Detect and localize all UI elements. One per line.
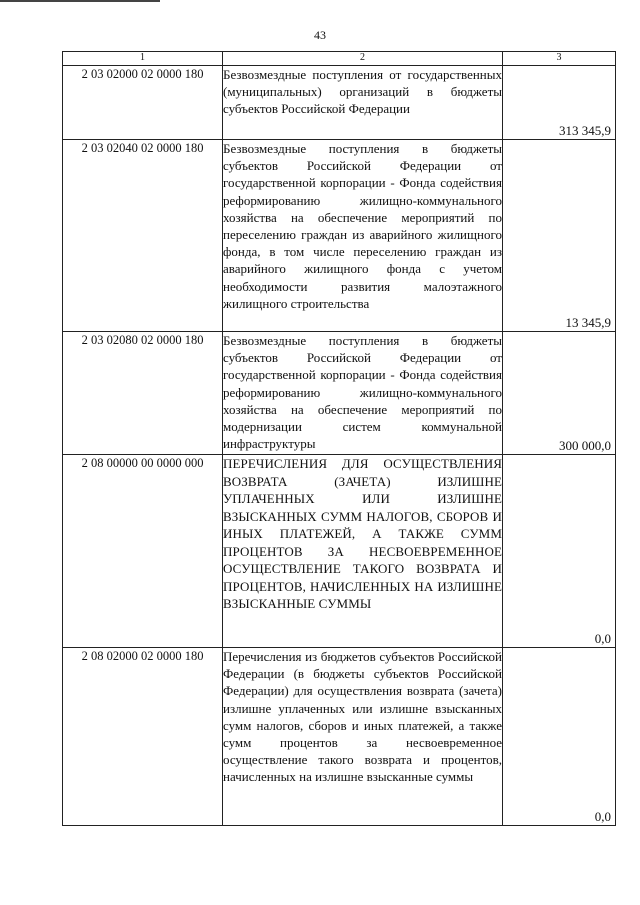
- table-row: [63, 140, 616, 332]
- budget-revenue-table: [62, 51, 616, 826]
- scan-edge-mark: [0, 0, 160, 7]
- table-row: [63, 332, 616, 455]
- amount-value: 300 000,0: [503, 332, 616, 455]
- classification-code: 2 08 02000 02 0000 180: [63, 648, 223, 826]
- revenue-name: ПЕРЕЧИСЛЕНИЯ ДЛЯ ОСУЩЕСТВЛЕНИЯ ВОЗВРАТА (ЗАЧЕТА) ИЗЛИШНЕ УПЛАЧЕННЫХ ИЛИ ИЗЛИШНЕ ВЗЫСКАННЫХ СУММ НАЛОГОВ, СБОРОВ И ИНЫХ ПЛАТЕЖЕЙ, А ТАКЖЕ СУММ ПРОЦЕНТОВ ЗА НЕСВОЕВРЕМЕННОЕ ОСУЩЕСТВЛЕНИЕ ТАКОГО ВОЗВРАТА И ПРОЦЕНТОВ, НАЧИСЛЕННЫХ НА ИЗЛИШНЕ ВЗЫСКАННЫЕ СУММЫ: [223, 456, 502, 611]
- amount-value: 0,0: [503, 648, 616, 826]
- page-number: 43: [314, 28, 326, 42]
- column-header-1: 1: [63, 52, 223, 66]
- revenue-name: Безвозмездные поступления от государственных (муниципальных) организаций в бюджеты субъектов Российской Федерации: [223, 67, 502, 117]
- amount-value: 0,0: [503, 455, 616, 648]
- table-row: [63, 455, 616, 648]
- revenue-name: Безвозмездные поступления в бюджеты субъектов Российской Федерации от государственной корпорации - Фонда содействия реформированию жилищно-коммунального хозяйства на обеспечение мероприятий по переселению граждан из аварийного жилищного фонда, в том числе переселению граждан из аварийного жилищного фонда с учетом необходимости развития малоэтажного жилищного строительства: [223, 141, 502, 311]
- column-header-2: 2: [223, 52, 503, 66]
- table-header-row: [63, 52, 616, 66]
- amount-value: 13 345,9: [503, 140, 616, 332]
- amount-value: 313 345,9: [503, 66, 616, 140]
- revenue-name: Безвозмездные поступления в бюджеты субъектов Российской Федерации от государственной корпорации - Фонда содействия реформированию жилищно-коммунального хозяйства на обеспечение мероприятий по модернизации систем коммунальной инфраструктуры: [223, 333, 502, 452]
- classification-code: 2 08 00000 00 0000 000: [63, 455, 223, 648]
- classification-code: 2 03 02000 02 0000 180: [63, 66, 223, 140]
- classification-code: 2 03 02040 02 0000 180: [63, 140, 223, 332]
- column-header-3: 3: [503, 52, 616, 66]
- table-row: [63, 66, 616, 140]
- revenue-name: Перечисления из бюджетов субъектов Российской Федерации (в бюджеты субъектов Российской Федерации) для осуществления возврата (зачета) излишне уплаченных или излишне взысканных сумм налогов, сборов и иных платежей, а также сумм процентов за несвоевременное осуществление такого возврата и процентов, начисленных на излишне взысканные суммы: [223, 649, 502, 785]
- table-row: [63, 648, 616, 826]
- classification-code: 2 03 02080 02 0000 180: [63, 332, 223, 455]
